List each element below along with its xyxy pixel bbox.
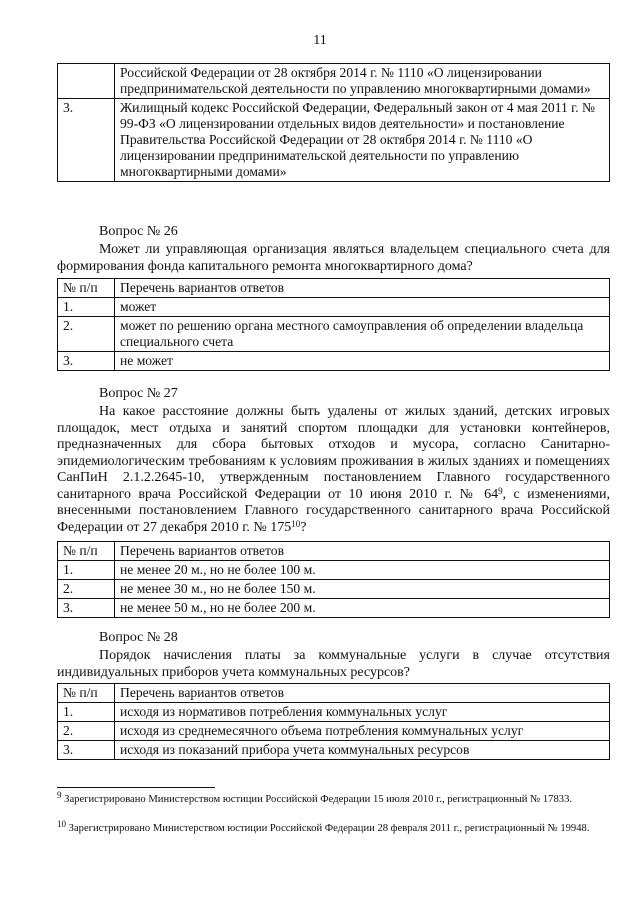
question-28-answers xyxy=(57,683,610,760)
row-number: 2. xyxy=(58,317,115,352)
table-header xyxy=(58,279,610,298)
table-row xyxy=(58,317,610,352)
row-text: не менее 50 м., но не более 200 м. xyxy=(115,599,610,618)
header-number: № п/п xyxy=(58,279,115,298)
row-number: 3. xyxy=(58,352,115,371)
row-text: может xyxy=(115,298,610,317)
question-27-text xyxy=(57,404,610,536)
footnote-mark: 9 xyxy=(57,790,62,800)
row-text: Жилищный кодекс Российской Федерации, Федеральный закон от 4 мая 2011 г. № 99-ФЗ «О лицензировании отдельных видов деятельности» и постановление Правительства Российской Федерации от 28 октября 2014 г. № 1110 «О лицензировании предпринимательской деятельности по управлению многоквартирными домами» xyxy=(115,99,610,182)
footnote-divider xyxy=(57,787,215,788)
row-text: может по решению органа местного самоуправления об определении владельца специального счета xyxy=(115,317,610,352)
question-27-text-part: На какое расстояние должны быть удалены от жилых зданий, детских игровых площадок, мест отдыха и занятий спортом площадки для установки контейнеров, предназначенных для сбора бытовых отходов и мусора, согласно Санитарно-эпидемиологическим требованиям к условиям проживания в жилых зданиях и помещениях СанПиН 2.1.2.2645-10, утвержденным постановлением Главного государственного санитарного врача Российской Федерации от 10 июня 2010 г. № 64 xyxy=(57,404,610,502)
row-text: не может xyxy=(115,352,610,371)
footnote-10 xyxy=(57,819,610,836)
question-28-title: Вопрос № 28 xyxy=(99,630,178,645)
question-27-answers xyxy=(57,541,610,618)
question-27-title: Вопрос № 27 xyxy=(99,386,178,401)
table-row xyxy=(58,64,610,99)
footnote-9 xyxy=(57,790,610,807)
table-row xyxy=(58,599,610,618)
row-number: 1. xyxy=(58,298,115,317)
header-number: № п/п xyxy=(58,542,115,561)
header-number: № п/п xyxy=(58,684,115,703)
row-number: 2. xyxy=(58,580,115,599)
table-row xyxy=(58,561,610,580)
header-text: Перечень вариантов ответов xyxy=(115,542,610,561)
row-number: 1. xyxy=(58,703,115,722)
question-26-title: Вопрос № 26 xyxy=(99,224,178,239)
table-row xyxy=(58,703,610,722)
footnote-mark: 10 xyxy=(57,819,66,829)
row-text: не менее 30 м., но не более 150 м. xyxy=(115,580,610,599)
table-header xyxy=(58,542,610,561)
footnote-text: Зарегистрировано Министерством юстиции Российской Федерации 28 февраля 2011 г., регистрационный № 19948. xyxy=(66,823,590,834)
footnote-ref: 10 xyxy=(291,518,301,529)
row-text: исходя из показаний прибора учета коммунальных ресурсов xyxy=(115,741,610,760)
table-row xyxy=(58,99,610,182)
table-row xyxy=(58,741,610,760)
row-number: 1. xyxy=(58,561,115,580)
top-table xyxy=(57,63,610,182)
row-text: не менее 20 м., но не более 100 м. xyxy=(115,561,610,580)
question-27-text-part: ? xyxy=(300,519,307,535)
table-row xyxy=(58,352,610,371)
header-text: Перечень вариантов ответов xyxy=(115,684,610,703)
footnote-text: Зарегистрировано Министерством юстиции Российской Федерации 15 июля 2010 г., регистрационный № 17833. xyxy=(61,794,573,805)
row-number: 3. xyxy=(58,741,115,760)
table-row xyxy=(58,580,610,599)
question-26-answers xyxy=(57,278,610,371)
row-number: 3. xyxy=(58,99,115,182)
table-row xyxy=(58,298,610,317)
row-text: исходя из нормативов потребления коммунальных услуг xyxy=(115,703,610,722)
row-number: 3. xyxy=(58,599,115,618)
question-28-text: Порядок начисления платы за коммунальные услуги в случае отсутствия индивидуальных приборов учета коммунальных ресурсов? xyxy=(57,648,610,680)
row-text: Российской Федерации от 28 октября 2014 г. № 1110 «О лицензировании предпринимательской деятельности по управлению многоквартирными домами» xyxy=(115,64,610,99)
row-number xyxy=(58,64,115,99)
table-row xyxy=(58,722,610,741)
page-number: 11 xyxy=(313,33,327,48)
row-text: исходя из среднемесячного объема потребления коммунальных услуг xyxy=(115,722,610,741)
footnote-ref: 9 xyxy=(498,485,503,496)
header-text: Перечень вариантов ответов xyxy=(115,279,610,298)
question-27-text-part: , с изменениями, внесенными постановлением Главного государственного санитарного врача Российской Федерации от 27 декабря 2010 г. № 175 xyxy=(57,486,610,535)
question-26-text: Может ли управляющая организация являться владельцем специального счета для формирования фонда капитального ремонта многоквартирного дома? xyxy=(57,242,610,274)
row-number: 2. xyxy=(58,722,115,741)
table-header xyxy=(58,684,610,703)
